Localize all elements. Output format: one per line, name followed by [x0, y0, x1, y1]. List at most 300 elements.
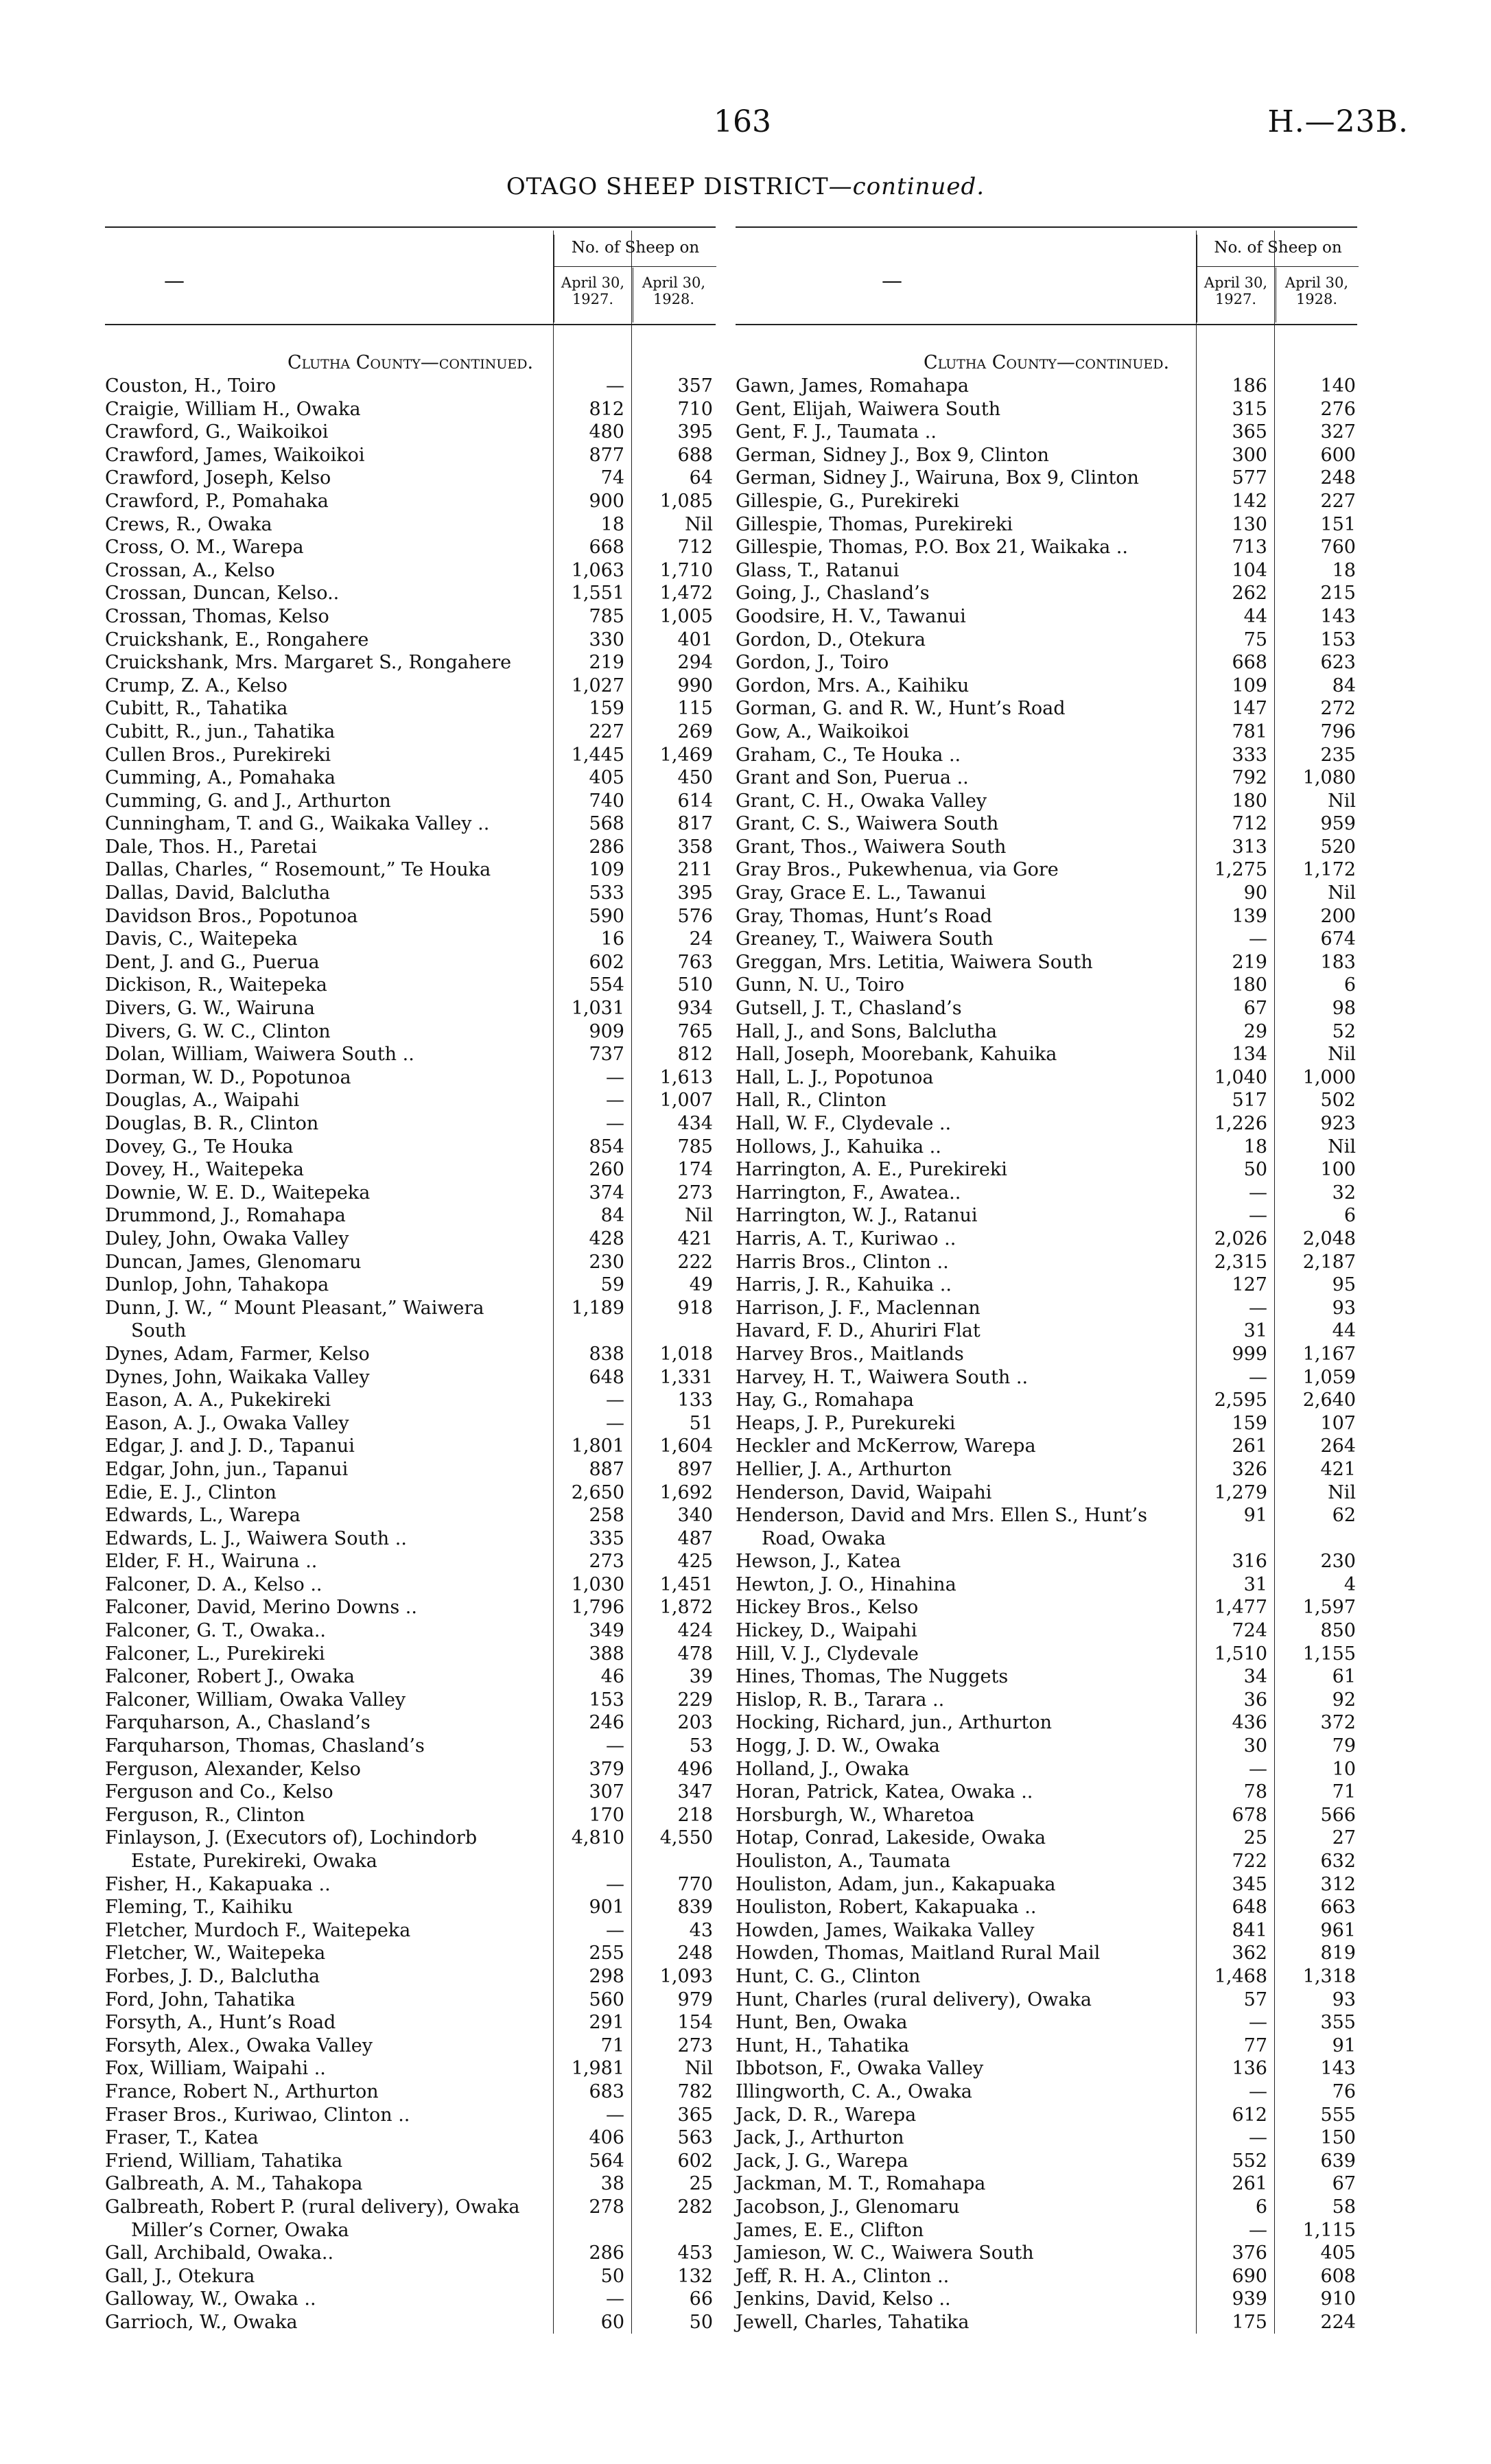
owner-name	[736, 1965, 1196, 1988]
owner-name	[105, 674, 553, 698]
owner-name-line: Harris, J. R., Kahuika ..	[736, 1274, 952, 1296]
owner-name	[736, 1942, 1196, 1965]
sheep-1928: 4	[1343, 1573, 1356, 1595]
sheep-1928: 760	[1320, 537, 1356, 559]
page-title	[0, 173, 1491, 200]
table-row	[105, 1711, 716, 1735]
sheep-1927: 260	[589, 1159, 624, 1181]
table-row	[736, 1689, 1357, 1712]
table-row	[105, 974, 716, 997]
owner-name-line: Cumming, A., Pomahaka	[105, 767, 336, 789]
owner-name	[736, 629, 1196, 652]
owner-name	[105, 882, 553, 905]
sheep-1927: 333	[1232, 744, 1267, 766]
owner-name-line: Howden, Thomas, Maitland Rural Mail	[736, 1943, 1101, 1964]
sheep-1928: 632	[1320, 1851, 1356, 1872]
table-row	[736, 421, 1357, 444]
owner-name	[736, 2311, 1196, 2334]
sheep-1927: 262	[1232, 583, 1267, 605]
owner-name	[105, 905, 553, 928]
table-row	[736, 559, 1357, 583]
owner-name-line: Jewell, Charles, Tahatika	[736, 2311, 970, 2333]
table-row	[105, 1204, 716, 1228]
owner-name	[105, 398, 553, 421]
sheep-1928: 174	[677, 1159, 713, 1181]
sheep-1927: 139	[1232, 905, 1267, 927]
sheep-1928: 1,080	[1302, 767, 1356, 789]
sheep-1927: 335	[589, 1527, 624, 1549]
sheep-1927: 2,026	[1214, 1228, 1267, 1249]
group-label: No. of Sheep on	[571, 239, 700, 257]
owner-name	[105, 1043, 553, 1066]
sheep-1928: 674	[1320, 928, 1356, 950]
sheep-1928: 67	[1332, 2173, 1356, 2195]
sheep-1927: 258	[589, 1505, 624, 1527]
owner-name-line: Edwards, L. J., Waiwera South ..	[105, 1527, 407, 1549]
sheep-1928: 93	[1332, 1297, 1356, 1319]
sheep-1927: 428	[589, 1228, 624, 1249]
sheep-1927: 812	[589, 398, 624, 420]
table-row	[105, 1965, 716, 1988]
sheep-1928: 566	[1320, 1804, 1356, 1826]
table-row	[105, 1251, 716, 1274]
sheep-1928: 2,048	[1302, 1228, 1356, 1249]
owner-name-line: Jack, J., Arthurton	[736, 2127, 904, 2149]
sheep-1928: 357	[677, 375, 713, 397]
sheep-1928: 66	[689, 2288, 713, 2310]
sheep-1928: 496	[677, 1758, 713, 1780]
owner-name-line: Harris, A. T., Kuriwao ..	[736, 1228, 956, 1249]
owner-name-line: Dale, Thos. H., Paretai	[105, 836, 318, 858]
owner-name	[105, 582, 553, 605]
sheep-1927: 18	[1243, 1136, 1267, 1158]
owner-name	[105, 1089, 553, 1112]
table-row	[105, 1596, 716, 1619]
owner-name	[736, 2288, 1196, 2311]
owner-name-line: Garrioch, W., Owaka	[105, 2311, 298, 2333]
owner-name	[105, 490, 553, 513]
sheep-1927: 1,551	[571, 583, 624, 605]
owner-name	[105, 1435, 553, 1458]
owner-name	[736, 444, 1196, 467]
sheep-1928: 421	[1320, 1458, 1356, 1480]
table-row	[736, 1735, 1357, 1758]
owner-name-line: Crawford, G., Waikoikoi	[105, 421, 329, 443]
owner-name	[736, 974, 1196, 997]
owner-name	[105, 629, 553, 652]
owner-name-line: Jenkins, David, Kelso ..	[736, 2288, 951, 2310]
left-column	[105, 226, 716, 2334]
table-row	[736, 2057, 1357, 2080]
sheep-1927: 785	[589, 605, 624, 627]
sheep-1928: 115	[677, 698, 713, 720]
table-row	[736, 2172, 1357, 2196]
owner-name-line: Illingworth, C. A., Owaka	[736, 2080, 972, 2102]
table-row	[736, 1643, 1357, 1666]
sheep-1928: 222	[677, 1251, 713, 1273]
sheep-1928: Nil	[1328, 1136, 1356, 1158]
table-row	[736, 2196, 1357, 2219]
sheep-1928: 502	[1320, 1090, 1356, 1112]
owner-name	[105, 1228, 553, 1251]
table-row	[105, 1136, 716, 1159]
sheep-1927: 300	[1232, 444, 1267, 466]
owner-name-line: Eason, A. A., Pukekireki	[105, 1389, 331, 1411]
sheep-1927: 136	[1232, 2058, 1267, 2080]
table-row	[736, 1319, 1357, 1343]
owner-name	[736, 1873, 1196, 1897]
owner-name	[736, 490, 1196, 513]
sheep-1927: 74	[600, 467, 624, 489]
owner-name	[105, 1136, 553, 1159]
owner-name-line: Fraser Bros., Kuriwao, Clinton ..	[105, 2104, 410, 2126]
table-row	[736, 974, 1357, 997]
owner-name-line: Duley, John, Owaka Valley	[105, 1228, 349, 1249]
owner-name	[736, 2126, 1196, 2150]
owner-name	[105, 836, 553, 859]
table-row	[736, 513, 1357, 537]
owner-name-line: Fox, William, Waipahi ..	[105, 2058, 326, 2080]
table-row	[736, 2034, 1357, 2058]
table-row	[736, 375, 1357, 398]
sheep-1927: 901	[589, 1897, 624, 1919]
sheep-1927: 374	[589, 1182, 624, 1204]
sheep-1928: Nil	[685, 1205, 713, 1227]
sheep-1928: 487	[677, 1527, 713, 1549]
owner-name	[736, 1804, 1196, 1827]
table-row	[736, 651, 1357, 674]
sheep-1928: 934	[677, 998, 713, 1020]
owner-name	[736, 1020, 1196, 1044]
sheep-1928: 520	[1320, 836, 1356, 858]
sheep-1927: —	[606, 1113, 624, 1134]
table-row	[105, 697, 716, 720]
sheep-1927: 737	[589, 1044, 624, 1066]
sheep-1927: 1,445	[571, 744, 624, 766]
sheep-1928: 355	[1320, 2012, 1356, 2034]
owner-name	[736, 651, 1196, 674]
owner-name	[736, 2265, 1196, 2288]
table-row	[105, 375, 716, 398]
owner-name	[736, 1919, 1196, 1943]
sheep-1927: 552	[1232, 2150, 1267, 2172]
sheep-1927: 147	[1232, 698, 1267, 720]
owner-name	[105, 559, 553, 583]
table-row	[105, 1158, 716, 1182]
sheep-1927: —	[606, 1066, 624, 1088]
owner-name	[105, 1481, 553, 1505]
sheep-1928: 6	[1343, 1205, 1356, 1227]
sheep-1928: 563	[677, 2127, 713, 2149]
sheep-1928: 227	[1320, 490, 1356, 512]
sheep-1927: 1,510	[1214, 1643, 1267, 1665]
owner-name-line: Crossan, Thomas, Kelso	[105, 605, 329, 627]
table-row	[105, 1481, 716, 1505]
owner-name	[736, 1412, 1196, 1435]
sheep-1928: 248	[677, 1943, 713, 1964]
owner-name	[736, 951, 1196, 974]
table-row	[736, 1112, 1357, 1136]
owner-name-line: Gordon, J., Toiro	[736, 652, 889, 674]
sheep-1927: 554	[589, 974, 624, 996]
owner-name-line: Hotap, Conrad, Lakeside, Owaka	[736, 1827, 1046, 1849]
owner-name-line: Cruickshank, E., Rongahere	[105, 629, 369, 650]
sheep-1928: 961	[1320, 1919, 1356, 1941]
sheep-1927: 602	[589, 951, 624, 973]
sheep-1927: —	[1249, 1205, 1267, 1227]
sheep-1928: 401	[677, 629, 713, 650]
table-row	[105, 1781, 716, 1804]
owner-name	[736, 2057, 1196, 2080]
owner-name-line: Jacobson, J., Glenomaru	[736, 2196, 960, 2218]
table-row	[736, 1274, 1357, 1297]
sheep-1927: 838	[589, 1343, 624, 1365]
sheep-1928: 4,550	[659, 1827, 713, 1849]
owner-name-line: Davis, C., Waitepeka	[105, 928, 298, 950]
owner-name	[736, 2104, 1196, 2127]
owner-name	[736, 766, 1196, 790]
table-row	[736, 882, 1357, 905]
table-row	[105, 905, 716, 928]
table-row	[105, 2265, 716, 2288]
owner-name-line: Crawford, P., Pomahaka	[105, 490, 329, 512]
owner-name-line: Fletcher, W., Waitepeka	[105, 1943, 326, 1964]
owner-name-line: Gall, J., Otekura	[105, 2265, 255, 2287]
sheep-1928: 576	[677, 905, 713, 927]
sheep-1928: 269	[677, 720, 713, 742]
owner-name	[736, 582, 1196, 605]
owner-name-line: Divers, G. W. C., Clinton	[105, 1020, 331, 1042]
sheep-1928: 812	[677, 1044, 713, 1066]
sheep-1927: 16	[600, 928, 624, 950]
sheep-1927: 713	[1232, 537, 1267, 559]
owner-name	[736, 1319, 1196, 1343]
table-row	[736, 1343, 1357, 1366]
sheep-1928: 273	[677, 1182, 713, 1204]
owner-name	[736, 536, 1196, 559]
table-row	[105, 605, 716, 629]
table-row	[736, 697, 1357, 720]
owner-name-line: Galloway, W., Owaka ..	[105, 2288, 316, 2310]
owner-name	[736, 1596, 1196, 1619]
owner-name-line: Hogg, J. D. W., Owaka	[736, 1735, 940, 1757]
owner-name-line: Crump, Z. A., Kelso	[105, 674, 287, 696]
sheep-1927: 1,226	[1214, 1113, 1267, 1134]
owner-name	[105, 467, 553, 490]
owner-name	[736, 882, 1196, 905]
owner-name-line: Cunningham, T. and G., Waikaka Valley ..	[105, 813, 490, 835]
sheep-1928: Nil	[685, 2058, 713, 2080]
sheep-1927: 668	[1232, 652, 1267, 674]
owner-name	[105, 1942, 553, 1965]
sheep-1928: 990	[677, 674, 713, 696]
table-row	[105, 629, 716, 652]
table-row	[105, 421, 716, 444]
table-row	[105, 444, 716, 467]
sheep-1927: 877	[589, 444, 624, 466]
owner-name-line: Grant and Son, Puerua ..	[736, 767, 969, 789]
owner-name	[736, 1389, 1196, 1412]
owner-name	[105, 421, 553, 444]
owner-name-line: Henderson, David and Mrs. Ellen S., Hunt’s	[736, 1505, 1147, 1527]
sheep-1927: 44	[1243, 605, 1267, 627]
name-column-dash: —	[882, 269, 902, 293]
sheep-1927: —	[606, 1735, 624, 1757]
owner-name	[736, 1343, 1196, 1366]
owner-name-line: Forsyth, Alex., Owaka Valley	[105, 2034, 373, 2056]
table-row	[105, 1182, 716, 1205]
owner-name-line: Ferguson and Co., Kelso	[105, 1781, 333, 1803]
table-row	[105, 1873, 716, 1897]
sheep-1928: Nil	[1328, 1481, 1356, 1503]
sheep-1927: 153	[589, 1689, 624, 1711]
sheep-1928: 1,710	[659, 559, 713, 581]
owner-name	[736, 1573, 1196, 1597]
owner-name-line: Ibbotson, F., Owaka Valley	[736, 2058, 984, 2080]
owner-name-line: Gunn, N. U., Toiro	[736, 974, 904, 996]
sheep-1927: 71	[600, 2034, 624, 2056]
owner-name	[105, 2126, 553, 2150]
owner-name-line: Hall, R., Clinton	[736, 1090, 887, 1112]
table-row	[105, 1942, 716, 1965]
owner-name	[736, 421, 1196, 444]
owner-name-line: Glass, T., Ratanui	[736, 559, 900, 581]
sheep-1927: 104	[1232, 559, 1267, 581]
owner-name-line: Gillespie, Thomas, P.O. Box 21, Waikaka ..	[736, 537, 1128, 559]
sheep-1928: 347	[677, 1781, 713, 1803]
owner-name-continuation: Miller’s Corner, Owaka	[131, 2219, 349, 2241]
sheep-1928: 770	[677, 1873, 713, 1895]
sheep-1927: 841	[1232, 1919, 1267, 1941]
owner-name-line: Cross, O. M., Warepa	[105, 537, 304, 559]
table-row	[105, 2242, 716, 2265]
owner-name-line: Drummond, J., Romahapa	[105, 1205, 346, 1227]
table-row	[736, 1251, 1357, 1274]
owner-name	[736, 858, 1196, 882]
table-row	[105, 1297, 716, 1343]
table-row	[736, 2219, 1357, 2242]
sheep-1927: —	[606, 1389, 624, 1411]
table-row	[105, 720, 716, 744]
owner-name	[105, 2150, 553, 2173]
sheep-1927: —	[1249, 2219, 1267, 2241]
table-row	[736, 1504, 1357, 1550]
sheep-1927: 792	[1232, 767, 1267, 789]
table-row	[105, 398, 716, 421]
owner-name	[105, 2104, 553, 2127]
owner-name-line: Ferguson, Alexander, Kelso	[105, 1758, 361, 1780]
owner-name	[736, 1366, 1196, 1389]
table-row	[736, 1458, 1357, 1481]
table-row	[105, 812, 716, 836]
name-column-dash: —	[164, 269, 185, 293]
table-row	[105, 536, 716, 559]
table-row	[736, 1619, 1357, 1643]
owner-name-line: Harris Bros., Clinton ..	[736, 1251, 949, 1273]
sheep-1928: 1,613	[659, 1066, 713, 1088]
table-row	[105, 1228, 716, 1251]
table-row	[105, 1573, 716, 1597]
sheep-1927: 59	[600, 1274, 624, 1296]
owner-name-line: Gordon, D., Otekura	[736, 629, 926, 650]
owner-name-line: Jack, D. R., Warepa	[736, 2104, 917, 2126]
sheep-1927: —	[1249, 2080, 1267, 2102]
owner-name-line: Forbes, J. D., Balclutha	[105, 1965, 320, 1987]
sheep-1927: 568	[589, 813, 624, 835]
owner-name-line: Houliston, A., Taumata	[736, 1851, 951, 1872]
sheep-1927: 255	[589, 1943, 624, 1964]
table-row	[736, 2288, 1357, 2311]
table-row	[105, 766, 716, 790]
owner-name-line: Harrington, F., Awatea..	[736, 1182, 961, 1204]
owner-name	[105, 1965, 553, 1988]
sheep-1927: —	[1249, 1366, 1267, 1388]
sheep-1928: 24	[689, 928, 713, 950]
owner-name-line: Duncan, James, Glenomaru	[105, 1251, 362, 1273]
sheep-1927: —	[606, 375, 624, 397]
owner-name	[105, 1827, 553, 1873]
sheep-1927: 2,595	[1214, 1389, 1267, 1411]
sheep-1927: 612	[1232, 2104, 1267, 2126]
sheep-1927: 57	[1243, 1988, 1267, 2010]
sheep-1927: 326	[1232, 1458, 1267, 1480]
owner-name-line: Dickison, R., Waitepeka	[105, 974, 327, 996]
owner-name-line: Jack, J. G., Warepa	[736, 2150, 908, 2172]
owner-name-line: Hellier, J. A., Arthurton	[736, 1458, 952, 1480]
sheep-1928: 143	[1320, 605, 1356, 627]
owner-name	[736, 1043, 1196, 1066]
owner-name-line: Hall, Joseph, Moorebank, Kahuika	[736, 1044, 1057, 1066]
sheep-1928: 1,604	[659, 1435, 713, 1457]
sheep-1927: 362	[1232, 1943, 1267, 1964]
table-row	[105, 2104, 716, 2127]
owner-name-line: Greaney, T., Waiwera South	[736, 928, 994, 950]
sheep-1927: 219	[589, 652, 624, 674]
sheep-1927: 517	[1232, 1090, 1267, 1112]
owner-name-line: Cullen Bros., Purekireki	[105, 744, 331, 766]
table-row	[736, 629, 1357, 652]
table-row	[736, 1873, 1357, 1897]
owner-name	[105, 766, 553, 790]
owner-name	[105, 2196, 553, 2242]
owner-name	[736, 467, 1196, 490]
owner-name-line: Hewson, J., Katea	[736, 1551, 901, 1573]
sheep-1928: 639	[1320, 2150, 1356, 2172]
table-row	[736, 1412, 1357, 1435]
sheep-1928: 294	[677, 652, 713, 674]
table-row	[736, 2311, 1357, 2334]
sheep-1927: 722	[1232, 1851, 1267, 1872]
sheep-1928: 200	[1320, 905, 1356, 927]
owner-name	[105, 1274, 553, 1297]
table-row	[105, 1066, 716, 1090]
sheep-1927: 186	[1232, 375, 1267, 397]
table-row	[105, 490, 716, 513]
sheep-1928: 1,451	[659, 1573, 713, 1595]
owner-name	[105, 444, 553, 467]
table-row	[105, 2288, 716, 2311]
owner-name-line: Crossan, A., Kelso	[105, 559, 275, 581]
owner-name	[105, 1735, 553, 1758]
sheep-1928: 1,692	[659, 1481, 713, 1503]
sheep-1928: Nil	[1328, 1044, 1356, 1066]
sheep-1927: 291	[589, 2012, 624, 2034]
owner-name-line: Dallas, David, Balclutha	[105, 882, 331, 904]
sheep-1928: 395	[677, 882, 713, 904]
table-row	[736, 1481, 1357, 1505]
owner-name	[105, 513, 553, 537]
sheep-1928: 850	[1320, 1620, 1356, 1642]
